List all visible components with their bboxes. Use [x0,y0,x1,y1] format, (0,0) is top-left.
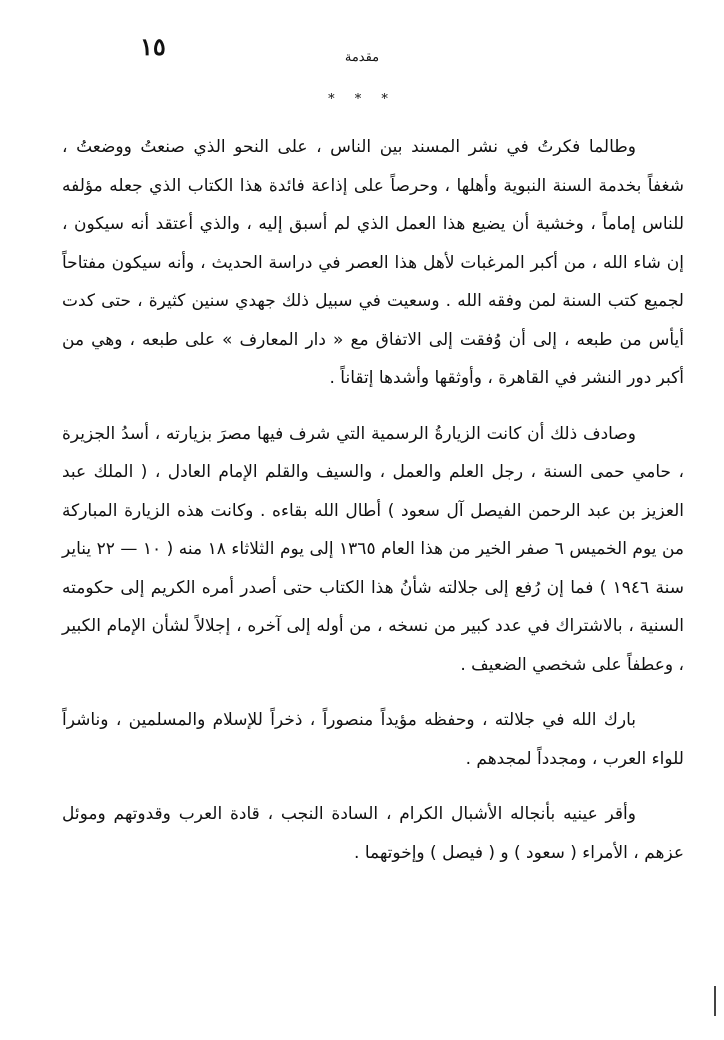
page-number: ١٥ [140,32,166,61]
paragraph-2: وصادف ذلك أن كانت الزيارةُ الرسمية التي شرف فيها مصرَ بزيارته ، أسدُ الجزيرة ، حامي حمى السنة ، رجل العلم والعمل ، والسيف والقلم الإمام العادل ، ( الملك عبد العزيز بن عبد الرحمن الفيصل آل سعود ) أطال الله بقاءه . وكانت هذه الزيارة المباركة من يوم الخميس ٦ صفر الخير من هذا العام ١٣٦٥ إلى يوم الثلاثاء ١٨ منه ( ١٠ — ٢٢ يناير سنة ١٩٤٦ ) فما إن رُفع إلى جلالته شأنُ هذا الكتاب حتى أصدر أمره الكريم إلى حكومته السنية ، بالاشتراك في عدد كبير من نسخه ، من أوله إلى آخره ، إجلالاً لشأن الإمام الكبير ، وعطفاً على شخصي الضعيف . [62,423,684,675]
running-title: مقدمة [344,50,380,65]
paragraph-1: وطالما فكرتُ في نشر المسند بين الناس ، على النحو الذي صنعتُ ووضعتُ ، شغفاً بخدمة السنة النبوية وأهلها ، وحرصاً على إذاعة فائدة هذا الكتاب الذي جعله مؤلفه للناس إماماً ، وخشية أن يضيع هذا العمل الذي لم أسبق إليه ، والذي أعتقد أنه سيكون ، إن شاء الله ، من أكبر المرغبات لأهل هذا العصر في دراسة الحديث ، وأنه سيكون مفتاحاً لجميع كتب السنة لمن وفقه الله . وسعيت في سبيل ذلك جهدي سنين كثيرة ، حتى كدت أيأس من طبعه ، إلى أن وُفقت إلى الاتفاق مع « دار المعارف » على طبعه ، وهي من أكبر دور النشر في القاهرة ، وأوثقها وأشدها إتقاناً . [62,137,684,388]
paragraph-3: بارك الله في جلالته ، وحفظه مؤيداً منصوراً ، ذخراً للإسلام والمسلمين ، وناشراً للواء العرب ، ومجدداً لمجدهم . [62,710,684,769]
section-ornament: * * * [328,92,396,107]
page-edge-mark [714,986,716,1016]
paragraph-4: وأقر عينيه بأنجاله الأشبال الكرام ، السادة النجب ، قادة العرب وقدوتهم وموئل عزهم ، الأمراء ( سعود ) و ( فيصل ) وإخوتهما . [62,804,684,863]
body-text [62,128,684,872]
